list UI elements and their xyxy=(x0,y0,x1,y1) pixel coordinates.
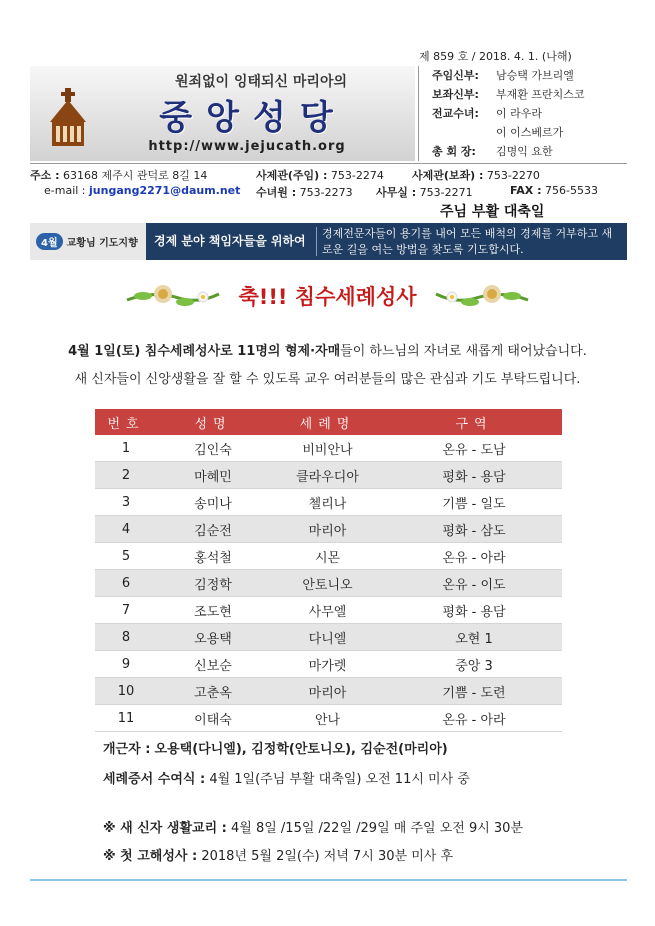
cell-baptismal-name: 다니엘 xyxy=(269,624,386,651)
cell-district: 온유 - 이도 xyxy=(386,570,562,597)
cell-baptismal-name: 클라우디아 xyxy=(269,462,386,489)
office-label: 사무실 : xyxy=(376,186,417,199)
cell-district: 오현 1 xyxy=(386,624,562,651)
cell-district: 기쁨 - 도련 xyxy=(386,678,562,705)
cell-number: 8 xyxy=(95,624,157,651)
certificate-note xyxy=(103,768,470,787)
cell-district: 기쁨 - 일도 xyxy=(386,489,562,516)
table-row xyxy=(95,489,562,516)
sponsors-value: 오용택(다니엘), 김정학(안토니오), 김순전(마리아) xyxy=(154,742,448,757)
cell-number: 10 xyxy=(95,678,157,705)
staff-name: 김명익 요한 xyxy=(496,145,553,158)
staff-row xyxy=(432,123,642,142)
cell-district: 평화 - 용담 xyxy=(386,462,562,489)
prayer-text: 경제전문자들이 용기를 내어 모든 배척의 경제를 거부하고 새로운 길을 여는 방법을 찾도록 기도합시다. xyxy=(322,227,613,256)
website-link[interactable]: http://www.jejucath.org xyxy=(148,139,346,154)
staff-list xyxy=(432,66,642,161)
intro-bold: 4월 1일(토) 침수세례성사로 11명의 형제·자매 xyxy=(68,344,341,359)
cell-name: 김정학 xyxy=(157,570,269,597)
convent-value: 753-2273 xyxy=(299,186,353,199)
column-header: 구역 xyxy=(386,409,562,435)
cell-baptismal-name: 마가렛 xyxy=(269,651,386,678)
office-value: 753-2271 xyxy=(419,186,473,199)
staff-row xyxy=(432,66,642,85)
baptism-table xyxy=(95,409,562,732)
address-value: 63168 제주시 관덕로 8길 14 xyxy=(62,169,208,182)
convent-phone xyxy=(256,184,353,200)
cell-district: 온유 - 아라 xyxy=(386,543,562,570)
table-row xyxy=(95,570,562,597)
address xyxy=(30,167,207,183)
staff-role: 주임신부: xyxy=(432,69,479,82)
cell-number: 2 xyxy=(95,462,157,489)
staff-role: 총 회 장: xyxy=(432,145,476,158)
liturgical-day: 주님 부활 대축일 xyxy=(440,204,545,220)
prayer-intention-bar xyxy=(30,223,627,260)
cell-baptismal-name: 비비안나 xyxy=(269,435,386,462)
intro-line-1 xyxy=(0,340,655,359)
confession-note xyxy=(103,845,453,864)
cell-district: 평화 - 삼도 xyxy=(386,516,562,543)
cell-number: 6 xyxy=(95,570,157,597)
table-row xyxy=(95,516,562,543)
convent-label: 수녀원 : xyxy=(256,186,297,199)
certificate-value: 4월 1일(주님 부활 대축일) 오전 11시 미사 중 xyxy=(209,772,470,787)
cell-name: 홍석철 xyxy=(157,543,269,570)
cell-district: 중앙 3 xyxy=(386,651,562,678)
divider xyxy=(418,66,419,161)
cell-baptismal-name: 안나 xyxy=(269,705,386,732)
office2-label: 사제관(보좌) : xyxy=(412,169,484,182)
email-link[interactable]: jungang2271@daum.net xyxy=(89,184,241,197)
email xyxy=(44,184,240,197)
cell-name: 마혜민 xyxy=(157,462,269,489)
education-note xyxy=(103,817,523,836)
cell-baptismal-name: 시몬 xyxy=(269,543,386,570)
cell-baptismal-name: 마리아 xyxy=(269,516,386,543)
cell-name: 송미나 xyxy=(157,489,269,516)
address-label: 주소 : xyxy=(30,169,60,182)
staff-row xyxy=(432,142,642,161)
table-row xyxy=(95,705,562,732)
divider xyxy=(30,163,627,164)
office2-value: 753-2270 xyxy=(486,169,540,182)
office-phone-2 xyxy=(412,167,540,183)
table-header-row xyxy=(95,409,562,435)
prayer-label: 교황님 기도지향 xyxy=(66,238,138,249)
office-phone-1 xyxy=(256,167,384,183)
staff-role: 전교수녀: xyxy=(432,107,479,120)
cell-number: 3 xyxy=(95,489,157,516)
cell-number: 11 xyxy=(95,705,157,732)
staff-role: 보좌신부: xyxy=(432,88,479,101)
church-name: 중앙성당 xyxy=(159,98,347,138)
cell-number: 4 xyxy=(95,516,157,543)
cell-name: 이태숙 xyxy=(157,705,269,732)
confession-value: 2018년 5월 2일(수) 저녁 7시 30분 미사 후 xyxy=(201,849,454,864)
staff-row xyxy=(432,85,642,104)
certificate-label: 세례증서 수여식 : xyxy=(103,772,206,787)
cell-name: 오용택 xyxy=(157,624,269,651)
cell-baptismal-name: 사무엘 xyxy=(269,597,386,624)
fax-label: FAX : xyxy=(510,184,542,197)
month-pill: 4월 xyxy=(36,233,63,250)
cell-baptismal-name: 안토니오 xyxy=(269,570,386,597)
column-header: 성명 xyxy=(157,409,269,435)
divider xyxy=(316,227,317,256)
staff-row xyxy=(432,104,642,123)
cell-number: 9 xyxy=(95,651,157,678)
section-heading xyxy=(0,281,655,311)
office-phone xyxy=(376,184,473,200)
banner-subtitle: 원죄없이 잉태되신 마리아의 xyxy=(174,74,348,90)
divider xyxy=(30,879,627,881)
cell-name: 조도현 xyxy=(157,597,269,624)
church-icon xyxy=(46,88,90,146)
fax xyxy=(510,184,598,197)
fax-value: 756-5533 xyxy=(544,184,598,197)
flower-garland-icon xyxy=(123,282,223,310)
education-value: 4월 8일 /15일 /22일 /29일 매 주일 오전 9시 30분 xyxy=(231,821,524,836)
table-row xyxy=(95,543,562,570)
education-label: ※ 새 신자 생활교리 : xyxy=(103,821,227,836)
staff-name: 부재환 프란치스코 xyxy=(496,88,585,101)
intro-line-2: 새 신자들이 신앙생활을 잘 할 수 있도록 교우 여러분들의 많은 관심과 기도 부탁드립니다. xyxy=(74,372,581,387)
email-label: e-mail : xyxy=(44,184,86,197)
page-title: 축!!! 침수세례성사 xyxy=(238,285,417,309)
cell-baptismal-name: 마리아 xyxy=(269,678,386,705)
flower-garland-icon xyxy=(432,282,532,310)
sponsors-label: 개근자 : xyxy=(103,742,151,757)
sponsors-note xyxy=(103,738,448,757)
table-row xyxy=(95,678,562,705)
prayer-topic: 경제 분야 책임자들을 위하여 xyxy=(154,234,306,248)
confession-label: ※ 첫 고해성사 : xyxy=(103,849,198,864)
cell-name: 김순전 xyxy=(157,516,269,543)
cell-name: 고춘옥 xyxy=(157,678,269,705)
intro-rest: 들이 하느님의 자녀로 새롭게 태어났습니다. xyxy=(340,344,587,359)
cell-name: 신보순 xyxy=(157,651,269,678)
table-row xyxy=(95,435,562,462)
office1-value: 753-2274 xyxy=(330,169,384,182)
cell-number: 1 xyxy=(95,435,157,462)
table-row xyxy=(95,462,562,489)
staff-name: 이 라우라 xyxy=(496,107,543,120)
staff-name: 이 이스베르가 xyxy=(496,126,564,139)
prayer-badge xyxy=(30,223,146,260)
office1-label: 사제관(주임) : xyxy=(256,169,328,182)
cell-number: 7 xyxy=(95,597,157,624)
cell-name: 김인숙 xyxy=(157,435,269,462)
column-header: 번호 xyxy=(95,409,157,435)
cell-district: 온유 - 도남 xyxy=(386,435,562,462)
column-header: 세례명 xyxy=(269,409,386,435)
cell-district: 온유 - 아라 xyxy=(386,705,562,732)
cell-district: 평화 - 용담 xyxy=(386,597,562,624)
issue-info: 제 859 호 / 2018. 4. 1. (나해) xyxy=(419,50,572,63)
staff-name: 남승택 가브리엘 xyxy=(496,69,574,82)
cell-number: 5 xyxy=(95,543,157,570)
table-row xyxy=(95,624,562,651)
table-row xyxy=(95,597,562,624)
table-row xyxy=(95,651,562,678)
cell-baptismal-name: 첼리나 xyxy=(269,489,386,516)
